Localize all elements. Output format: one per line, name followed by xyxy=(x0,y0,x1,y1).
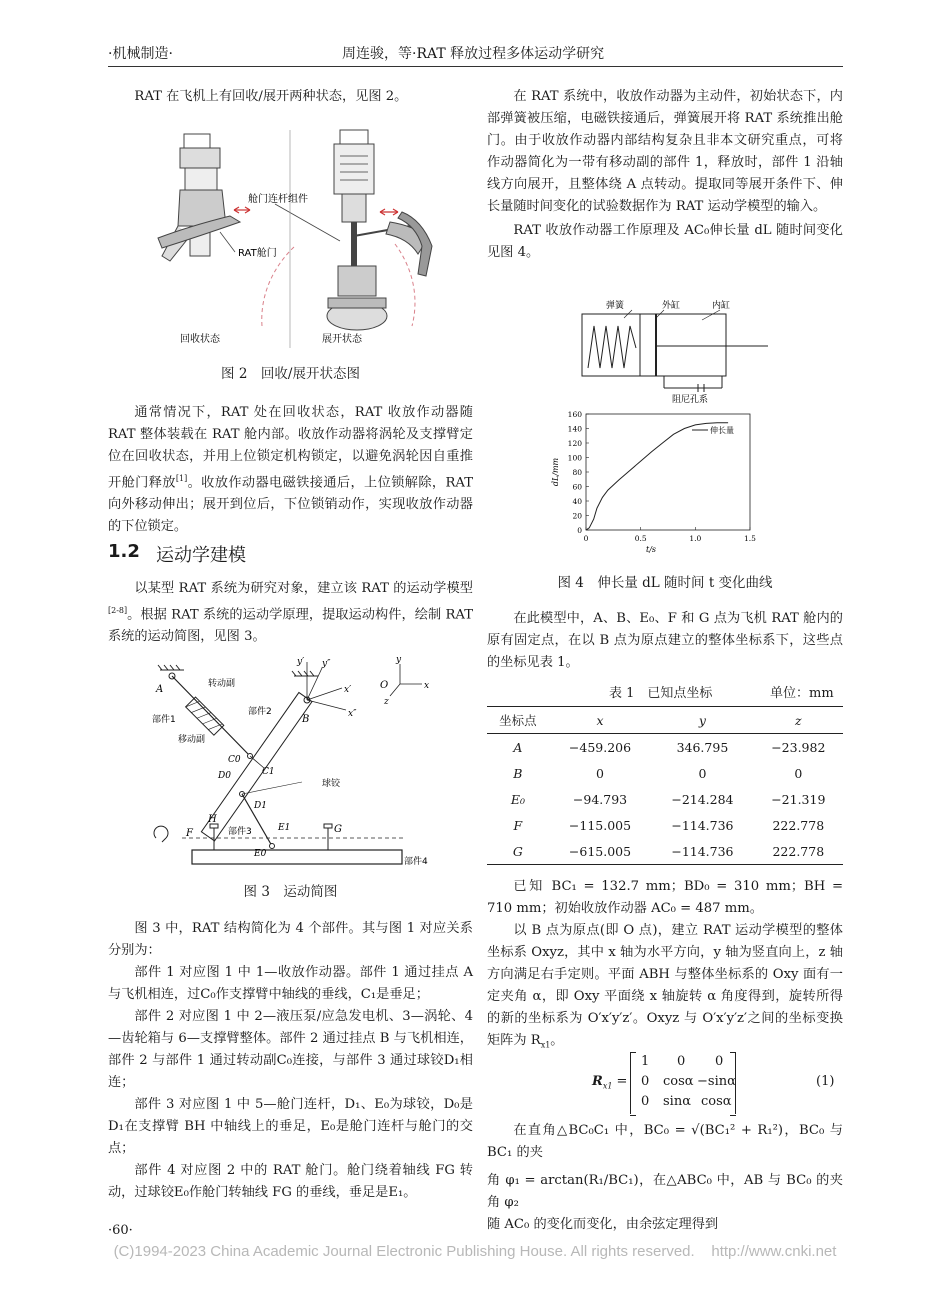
matrix-body xyxy=(630,1052,736,1114)
table-cell: −459.206 xyxy=(568,739,632,755)
right-column xyxy=(487,86,843,264)
fig3-label-x: x xyxy=(424,681,430,691)
left-column-block-3 xyxy=(108,578,473,648)
table-cell: 0 xyxy=(794,765,803,781)
paragraph-2 xyxy=(108,578,473,648)
figure-4-schematic-drawing xyxy=(572,296,772,406)
fig3-label-C1: C1 xyxy=(262,767,275,777)
chart-x-tick-label: 0.5 xyxy=(634,534,647,543)
paragraph-1-text-b: 。收放作动器电磁铁接通后，上位锁解除，RAT 向外移动伸出；展开到位后，下位锁销动作，实现收放作动器的下位锁定。 xyxy=(108,475,474,535)
matrix-cell: 0 xyxy=(641,1074,650,1089)
table-cell: −115.005 xyxy=(568,817,632,833)
table-cell: F xyxy=(513,817,523,833)
left-column-block-2 xyxy=(108,402,473,538)
page-number: ·60· xyxy=(108,1223,133,1238)
table-cell: G xyxy=(512,843,523,859)
chart-y-tick-label: 60 xyxy=(572,482,582,492)
paragraph-2-text-b: 。根据 RAT 系统的运动学原理，提取运动构件，绘制 RAT 系统的运动简图，见图 3。 xyxy=(108,607,473,645)
fig3-label-part1: 部件1 xyxy=(152,715,176,725)
fig2-label-deployed: 展开状态 xyxy=(322,334,362,345)
table-header-cell: z xyxy=(795,712,802,728)
chart-x-tick-label: 1.5 xyxy=(744,534,756,543)
header-rule xyxy=(108,66,843,67)
matrix-lhs: $R_{x1}$ = xyxy=(592,1074,628,1091)
table-cell: A xyxy=(513,739,523,755)
citation-1[interactable]: [1] xyxy=(175,474,188,483)
table-cell: −114.736 xyxy=(671,817,734,833)
table-cell: 0 xyxy=(698,765,707,781)
right-column-block-4 xyxy=(487,1120,843,1236)
fig2-label-door: RAT舱门 xyxy=(238,248,277,259)
equation-number: (1) xyxy=(816,1074,835,1089)
paragraph-10: 在此模型中，A、B、E₀、F 和 G 点为飞机 RAT 舱内的原有固定点，在以 B 点为原点建立的整体坐标系下，这些点的坐标见表 1。 xyxy=(487,611,843,670)
chart-y-tick-label: 160 xyxy=(567,410,582,419)
journal-name: ·机械制造· xyxy=(108,46,173,62)
paragraph-13a: 在直角△BC₀C₁ 中，BC₀ = √(BC₁² + R₁²)，BC₀ 与 BC₁ 的夹 xyxy=(487,1123,843,1160)
paragraph-intro: RAT 在飞机上有回收/展开两种状态，见图 2。 xyxy=(134,89,408,104)
chart-x-tick-label: 0 xyxy=(583,534,589,543)
section-title: 运动学建模 xyxy=(156,545,246,566)
table-cell: −114.736 xyxy=(671,843,734,859)
fig3-label-ypp: y″ xyxy=(322,659,331,669)
chart-y-tick-label: 100 xyxy=(567,453,582,463)
table-cell: −94.793 xyxy=(572,791,628,807)
matrix-equation xyxy=(592,1052,844,1116)
fig3-label-part3: 部件3 xyxy=(228,827,252,837)
paragraph-3: 图 3 中，RAT 结构简化为 4 个部件。其与图 1 对应关系分别为： xyxy=(108,921,473,958)
fig3-label-E1: E1 xyxy=(278,823,291,833)
matrix-cell: 1 xyxy=(641,1054,650,1069)
figure-2-caption: 图 2 回收/展开状态图 xyxy=(221,366,360,382)
fig3-label-B: B xyxy=(302,714,310,725)
figure-3-drawing xyxy=(142,652,442,877)
table-header-cell: x xyxy=(596,712,604,728)
fig3-label-F: F xyxy=(186,828,193,839)
fig3-label-xp: x′ xyxy=(344,685,352,695)
fig3-label-prism: 移动副 xyxy=(178,735,206,745)
fig3-label-yp: y′ xyxy=(297,657,305,667)
fig3-label-E0: E0 xyxy=(254,849,267,859)
left-column xyxy=(108,86,473,108)
fig3-label-O: O xyxy=(380,680,389,691)
chart-y-tick-label: 0 xyxy=(577,526,582,535)
fig3-label-H: H xyxy=(208,814,217,825)
paragraph-12 xyxy=(487,920,843,1057)
fig4-label-inner: 内缸 xyxy=(712,301,731,311)
paragraph-12-end: 。 xyxy=(550,1033,564,1048)
table-cell: 222.778 xyxy=(772,817,825,833)
matrix-cell: 0 xyxy=(641,1094,650,1109)
chart-svg xyxy=(542,406,782,556)
paragraph-12-text: 以 B 点为原点(即 O 点)，建立 RAT 运动学模型的整体坐标系 Oxyz，其中 x 轴为水平方向，y 轴为竖直向上，z 轴方向满足右手定则。平面 ABH 与整体坐标系的 Oxy 面有一定夹角 α，即 Oxy 平面绕 x 轴旋转 α 角度得到，旋转所得的新的坐标系为 O′x′y′z′。Oxyz 与 O′x′y′z′之间的坐标变换矩阵为 R xyxy=(487,923,843,1048)
matrix-cell: cosα xyxy=(701,1094,732,1109)
fig3-label-xpp: x″ xyxy=(348,709,357,719)
fig3-label-part4: 部件4 xyxy=(404,857,428,867)
fig3-label-rev-joint: 转动副 xyxy=(208,679,236,689)
table-header-cell: y xyxy=(698,712,706,728)
table-cell: E₀ xyxy=(510,791,525,807)
table-title: 表 1 已知点坐标 xyxy=(609,686,713,701)
table-cell: 346.795 xyxy=(676,739,729,755)
section-number: 1.2 xyxy=(108,541,140,562)
chart-y-label: dL/mm xyxy=(551,457,560,487)
paragraph-8: 在 RAT 系统中，收放作动器为主动件，初始状态下，内部弹簧被压缩，电磁铁接通后，弹簧展开将 RAT 系统推出舱门。由于收放作动器内部结构复杂且非本文研究重点，可将作动器简化为一带有移动副的部件 1，释放时，部件 1 沿轴线方向展开，且整体绕 A 点转动。提取同等展开条件下、伸长量随时间变化的试验数据作为 RAT 运动学模型的输入。 xyxy=(487,89,843,214)
fig4-label-spring: 弹簧 xyxy=(606,301,625,311)
table-cell: 222.778 xyxy=(772,843,825,859)
fig3-label-z: z xyxy=(384,697,389,707)
matrix-cell: sinα xyxy=(663,1094,691,1109)
figure-2 xyxy=(150,126,450,351)
fig3-label-part2: 部件2 xyxy=(248,707,272,717)
table-unit: 单位：mm xyxy=(770,686,834,701)
paragraph-12-sub: x1 xyxy=(540,1040,551,1050)
fig3-label-A: A xyxy=(156,684,164,695)
paragraph-13b: 角 φ₁ = arctan(R₁/BC₁)，在△ABC₀ 中，AB 与 BC₀ 的夹角 φ₂ xyxy=(487,1173,843,1210)
table-row xyxy=(487,786,843,812)
table-header-cell: 坐标点 xyxy=(499,713,537,728)
table-cell: −615.005 xyxy=(568,843,632,859)
fig4-label-orifice: 阻尼孔系 xyxy=(672,395,709,405)
chart-legend-label: 伸长量 xyxy=(710,426,734,435)
table-1-grid xyxy=(487,706,843,865)
matrix-cell: 0 xyxy=(715,1054,724,1069)
paragraph-7: 部件 4 对应图 2 中的 RAT 舱门。舱门绕着轴线 FG 转动，过球铰E₀作舱门转轴线 FG 的垂线，垂足是E₁。 xyxy=(108,1163,473,1200)
paragraph-13c: 随 AC₀ 的变化而变化，由余弦定理得到 xyxy=(487,1217,719,1232)
table-row xyxy=(487,734,843,761)
fig4-label-outer: 外缸 xyxy=(662,301,681,311)
fig3-label-D0: D0 xyxy=(218,771,231,781)
chart-x-tick-label: 1.0 xyxy=(689,534,702,543)
table-row xyxy=(487,838,843,865)
paragraph-6: 部件 3 对应图 1 中 5—舱门连杆，D₁、E₀为球铰，D₀是D₁在支撑臂 BH 中轴线上的垂足，E₀是舱门连杆与舱门的交点； xyxy=(108,1097,473,1156)
figure-3-caption: 图 3 运动简图 xyxy=(243,884,338,900)
paragraph-2-text: 以某型 RAT 系统为研究对象，建立该 RAT 的运动学模型 xyxy=(134,581,473,596)
table-row xyxy=(487,760,843,786)
paragraph-1 xyxy=(108,402,473,538)
matrix-cell: cosα xyxy=(663,1074,694,1089)
fig3-label-G: G xyxy=(334,824,342,835)
table-cell: −214.284 xyxy=(671,791,734,807)
matrix-lhs-sub: x1 xyxy=(602,1081,613,1091)
figure-4-caption: 图 4 伸长量 dL 随时间 t 变化曲线 xyxy=(557,575,773,591)
running-title: 周连骏，等·RAT 释放过程多体运动学研究 xyxy=(342,46,605,62)
figure-4-schematic xyxy=(572,296,772,406)
chart-y-tick-label: 140 xyxy=(567,424,582,434)
table-cell: −23.982 xyxy=(771,739,826,755)
right-column-block-3 xyxy=(487,876,843,1057)
paragraph-11: 已知 BC₁ = 132.7 mm；BD₀ = 310 mm；BH = 710 mm；初始收放作动器 AC₀ = 487 mm。 xyxy=(487,879,843,916)
figure-3 xyxy=(142,652,442,877)
paragraph-4: 部件 1 对应图 1 中 1—收放作动器。部件 1 通过挂点 A 与飞机相连，过C₀作支撑臂中轴线的垂线，C₁是垂足； xyxy=(108,965,473,1002)
matrix-cell: 0 xyxy=(677,1054,686,1069)
fig2-label-retracted: 回收状态 xyxy=(180,334,220,345)
table-cell: 0 xyxy=(596,765,604,781)
fig3-label-y: y xyxy=(396,655,402,665)
fig3-label-D1: D1 xyxy=(254,801,267,811)
table-row xyxy=(487,812,843,838)
fig2-label-linkage: 舱门连杆组件 xyxy=(248,194,308,205)
chart-y-tick-label: 40 xyxy=(572,497,582,506)
table-cell: −21.319 xyxy=(771,791,826,807)
citation-2[interactable]: [2-8] xyxy=(108,606,128,615)
chart-y-tick-label: 80 xyxy=(572,468,582,477)
fig3-label-ball: 球铰 xyxy=(322,779,341,789)
table-1 xyxy=(487,706,843,865)
right-column-block-2 xyxy=(487,608,843,674)
paragraph-9: RAT 收放作动器工作原理及 AC₀伸长量 dL 随时间变化见图 4。 xyxy=(487,223,843,260)
table-cell: B xyxy=(513,765,523,781)
figure-2-drawing xyxy=(150,126,450,351)
paragraph-1-text: 通常情况下，RAT 处在回收状态，RAT 收放作动器随 RAT 整体装载在 RAT 舱内部。收放作动器将涡轮及支撑臂定位在回收状态，并用上位锁定机构锁定，以避免涡轮因自重推开舱门释放 xyxy=(108,405,473,491)
table-header-row xyxy=(487,707,843,734)
footer-copyright: (C)1994-2023 China Academic Journal Electronic Publishing House. All rights reserved. http://www.cnki.net xyxy=(113,1243,837,1260)
left-column-block-4 xyxy=(108,918,473,1204)
chart-y-tick-label: 120 xyxy=(567,439,582,448)
chart-x-label: t/s xyxy=(646,545,657,554)
figure-4-chart xyxy=(542,406,782,556)
chart-y-tick-label: 20 xyxy=(572,511,582,521)
chart-series-line xyxy=(586,423,728,530)
matrix-lhs-symbol: R xyxy=(592,1074,603,1089)
fig3-label-C0: C0 xyxy=(228,755,241,765)
paragraph-5: 部件 2 对应图 1 中 2—液压泵/应急发电机、3—涡轮、4—齿轮箱与 6—支撑臂整体。部件 2 通过挂点 B 与飞机相连，部件 2 与部件 1 通过转动副C₀连接，与部件 3 通过球铰D₁相连； xyxy=(108,1009,473,1090)
matrix-cell: −sinα xyxy=(697,1074,736,1089)
